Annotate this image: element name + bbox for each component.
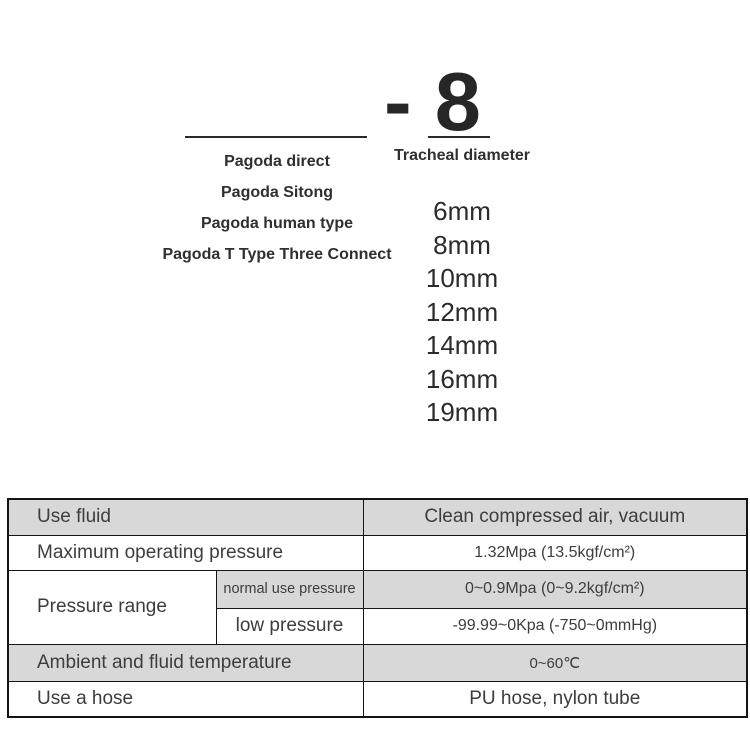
spec-row-hose — [8, 681, 747, 717]
spec-row-max-pressure — [8, 535, 747, 570]
hose-label: Use a hose — [8, 681, 363, 717]
low-pressure-value: -99.99~0Kpa (-750~0mmHg) — [363, 608, 747, 644]
diameter-option: 6mm — [433, 196, 491, 226]
pagoda-type-item: Pagoda Sitong — [221, 184, 333, 201]
normal-pressure-value: 0~0.9Mpa (0~9.2kgf/cm²) — [363, 570, 747, 608]
use-fluid-value: Clean compressed air, vacuum — [363, 499, 747, 535]
pressure-range-label: Pressure range — [8, 570, 216, 644]
diameter-underline — [428, 136, 490, 138]
spec-row-pressure-normal — [8, 570, 747, 608]
diameter-option: 10mm — [425, 263, 499, 293]
spec-table — [7, 498, 748, 718]
normal-pressure-label: normal use pressure — [216, 570, 363, 608]
temperature-value: 0~60℃ — [363, 644, 747, 681]
pagoda-type-item: Pagoda T Type Three Connect — [162, 246, 392, 263]
diameter-options-list — [387, 195, 537, 430]
low-pressure-label: low pressure — [216, 608, 363, 644]
diameter-option: 19mm — [425, 397, 499, 427]
pagoda-types-underline — [185, 136, 367, 138]
max-pressure-label: Maximum operating pressure — [8, 535, 363, 570]
spec-row-use-fluid — [8, 499, 747, 535]
diameter-heading: Tracheal diameter — [393, 147, 531, 164]
spec-row-temperature — [8, 644, 747, 681]
pagoda-type-item: Pagoda human type — [200, 215, 354, 232]
diameter-option: 8mm — [433, 229, 491, 260]
pagoda-type-item: Pagoda direct — [224, 153, 330, 170]
diameter-option: 12mm — [425, 296, 499, 327]
use-fluid-label: Use fluid — [8, 499, 363, 535]
hose-value: PU hose, nylon tube — [363, 681, 747, 717]
temperature-label: Ambient and fluid temperature — [8, 644, 363, 681]
diameter-option: 16mm — [425, 363, 499, 394]
max-pressure-value: 1.32Mpa (13.5kgf/cm²) — [363, 535, 747, 570]
diameter-code: - 8 — [384, 55, 481, 148]
diameter-option: 14mm — [425, 330, 499, 360]
